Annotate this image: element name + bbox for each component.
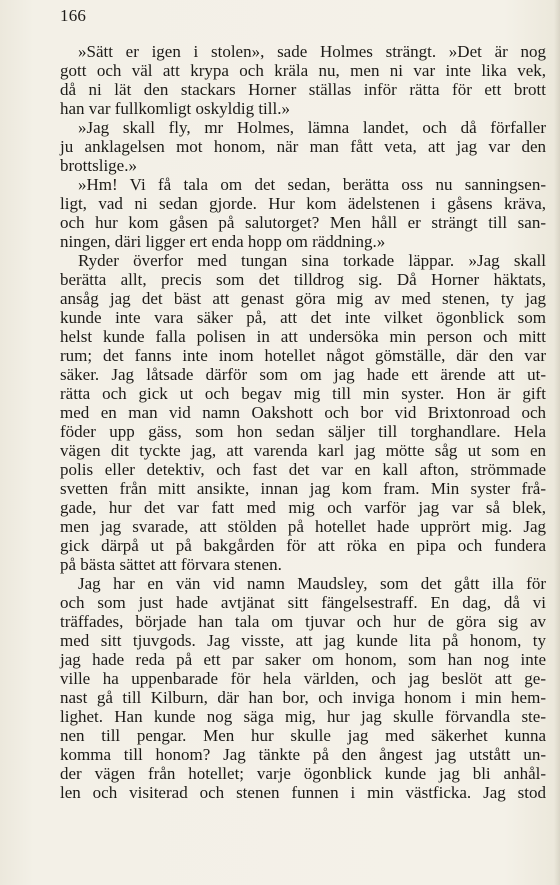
page-edge-shadow xyxy=(554,0,560,885)
text-line: och hur kom gåsen på salutorget? Men håll er strängt till san- xyxy=(60,213,546,232)
text-line: gade, hur det var fatt med mig och varför jag var så blek, xyxy=(60,498,546,517)
text-line: nast gå till Kilburn, där han bor, och inviga honom i min hem- xyxy=(60,688,546,707)
text-line: han var fullkomligt oskyldig till.» xyxy=(60,99,290,118)
text-line: komma till honom? Jag tänkte på den ångest jag utstått un- xyxy=(60,745,546,764)
text-line: vägen dit tyckte jag, att varenda karl jag mötte såg ut som en xyxy=(60,441,546,460)
text-line: ju anklagelsen mot honom, när man fått veta, att jag var den xyxy=(60,137,546,156)
text-line: svetten från mitt ansikte, innan jag kom fram. Min syster frå- xyxy=(60,479,546,498)
text-line: ligt, vad ni sedan gjorde. Hur kom ädelstenen i gåsens kräva, xyxy=(60,194,546,213)
text-line: kunde inte vara säker på, att det inte vilket ögonblick som xyxy=(60,308,546,327)
text-line: »Sätt er igen i stolen», sade Holmes strängt. »Det är nog xyxy=(78,42,546,61)
text-line: helst kunde falla polisen in att undersöka min person och mitt xyxy=(60,327,546,346)
text-line: och som just hade avtjänat sitt fängelsestraff. En dag, då vi xyxy=(60,593,546,612)
text-line: brottslige.» xyxy=(60,156,137,175)
body-text xyxy=(60,42,546,802)
text-line: Jag har en vän vid namn Maudsley, som det gått illa för xyxy=(78,574,546,593)
text-line: på bästa sättet att förvara stenen. xyxy=(60,555,282,574)
text-line: då ni lät den stackars Horner ställas inför rätta för ett brott xyxy=(60,80,546,99)
text-line: len och visiterad och stenen funnen i min västficka. Jag stod xyxy=(60,783,546,802)
text-line: polis eller detektiv, och fast det var en kall afton, strömmade xyxy=(60,460,546,479)
text-line: föder upp gäss, som hon sedan säljer till torghandlare. Hela xyxy=(60,422,546,441)
text-line: träffades, började han tala om tjuvar och hur de göra sig av xyxy=(60,612,546,631)
text-line: jag hade reda på ett par saker om honom, som han nog inte xyxy=(60,650,546,669)
page-number: 166 xyxy=(60,6,87,25)
text-line: gott och väl att krypa och kräla nu, men ni var inte lika vek, xyxy=(60,61,546,80)
text-line: rätta och gick ut och begav mig till min syster. Hon är gift xyxy=(60,384,546,403)
text-line: Ryder överfor med tungan sina torkade läppar. »Jag skall xyxy=(78,251,546,270)
text-line: rum; det fanns inte inom hotellet något gömställe, där den var xyxy=(60,346,546,365)
text-line: gick därpå ut på bakgården för att röka en pipa och fundera xyxy=(60,536,546,555)
text-line: säker. Jag låtsade därför som om jag hade ett ärende att ut- xyxy=(60,365,546,384)
text-line: men jag svarade, att stölden på hotellet hade upprört mig. Jag xyxy=(60,517,546,536)
text-line: med sitt tjuvgods. Jag visste, att jag kunde lita på honom, ty xyxy=(60,631,546,650)
text-line: ville ha uppenbarade för hela världen, och jag beslöt att ge- xyxy=(60,669,546,688)
text-line: »Hm! Vi få tala om det sedan, berätta oss nu sanningsen- xyxy=(78,175,546,194)
text-line: berätta allt, precis som det tilldrog sig. Då Horner häktats, xyxy=(60,270,546,289)
text-line: »Jag skall fly, mr Holmes, lämna landet, och då förfaller xyxy=(78,118,546,137)
text-line: med en man vid namn Oakshott och bor vid Brixtonroad och xyxy=(60,403,546,422)
text-line: lighet. Han kunde nog säga mig, hur jag skulle förvandla ste- xyxy=(60,707,546,726)
text-line: nen till pengar. Men hur skulle jag med säkerhet kunna xyxy=(60,726,546,745)
text-line: ningen, däri ligger ert enda hopp om räddning.» xyxy=(60,232,386,251)
text-line: ansåg jag det bäst att genast göra mig av med stenen, ty jag xyxy=(60,289,546,308)
text-line: der vägen från hotellet; varje ögonblick kunde jag bli anhål- xyxy=(60,764,546,783)
